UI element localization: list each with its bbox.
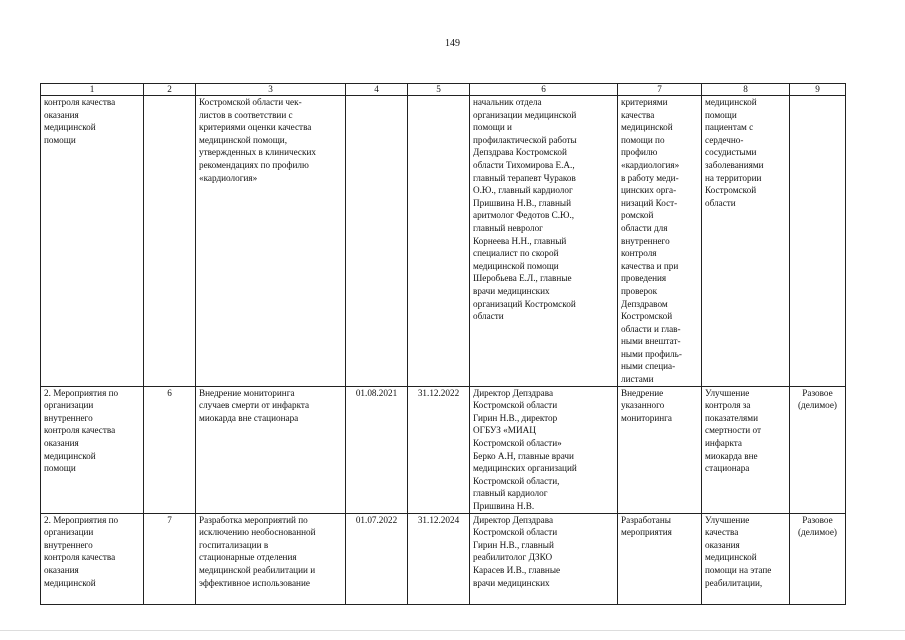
responsible-cell: начальник отдела организации медицинской помощи и профилактической работы Депздрава Костромской области Тихомирова Е.А., главный терапевт Чураков О.Ю., главный кардиолог Пришвина Н.В., главный аритмолог Федотов С.Ю., главный невролог Корнеева Н.Н., главный специалист по скорой медицинской помощи Шеробьева Е.Л., главные врачи медицинских организаций Костромской области xyxy=(470,96,618,387)
effect-cell: Улучшение контроля за показателями смертности от инфаркта миокарда вне стационара xyxy=(702,386,790,513)
start-date-cell xyxy=(346,96,408,387)
column-number-row xyxy=(41,84,846,96)
item-number-cell xyxy=(144,96,196,387)
column-number: 7 xyxy=(618,84,702,96)
section-cell: 2. Мероприятия по организации внутреннего контроля качества оказания медицинской xyxy=(41,513,144,604)
table-row xyxy=(41,513,846,604)
page-number: 149 xyxy=(445,38,460,49)
page-edge-line xyxy=(0,630,905,631)
column-number: 6 xyxy=(470,84,618,96)
type-cell: Разовое (делимое) xyxy=(790,386,846,513)
column-number: 4 xyxy=(346,84,408,96)
item-number-cell: 6 xyxy=(144,386,196,513)
result-cell: критериями качества медицинской помощи по профилю «кардиология» в работу меди- цинских орга- низаций Кост- ромской области для внутреннего контроля качества и при проведения проверок Депздравом Костромской области и глав- ными внештат- ными профиль- ными специа- листами xyxy=(618,96,702,387)
column-number: 8 xyxy=(702,84,790,96)
table-row xyxy=(41,386,846,513)
item-number-cell: 7 xyxy=(144,513,196,604)
section-cell: контроля качества оказания медицинской помощи xyxy=(41,96,144,387)
type-cell: Разовое (делимое) xyxy=(790,513,846,604)
column-number: 2 xyxy=(144,84,196,96)
responsible-cell: Директор Депздрава Костромской области Гирин Н.В., директор ОГБУЗ «МИАЦ Костромской области» Берко А.Н, главные врачи медицинских организаций Костромской области, главный кардиолог Пришвина Н.В. xyxy=(470,386,618,513)
end-date-cell xyxy=(408,96,470,387)
column-number: 1 xyxy=(41,84,144,96)
effect-cell: медицинской помощи пациентам с сердечно- сосудистыми заболеваниями на территории Костромской области xyxy=(702,96,790,387)
activity-cell: Разработка мероприятий по исключению необоснованной госпитализации в стационарные отделения медицинской реабилитации и эффективное использование xyxy=(196,513,346,604)
result-cell: Разработаны мероприятия xyxy=(618,513,702,604)
section-cell: 2. Мероприятия по организации внутреннего контроля качества оказания медицинской помощи xyxy=(41,386,144,513)
plan-table xyxy=(40,83,846,605)
responsible-cell: Директор Депздрава Костромской области Гирин Н.В., главный реабилитолог ДЗКО Карасев И.В., главные врачи медицинских xyxy=(470,513,618,604)
table-row xyxy=(41,96,846,387)
result-cell: Внедрение указанного мониторинга xyxy=(618,386,702,513)
column-number: 9 xyxy=(790,84,846,96)
column-number: 5 xyxy=(408,84,470,96)
effect-cell: Улучшение качества оказания медицинской помощи на этапе реабилитации, xyxy=(702,513,790,604)
start-date-cell: 01.08.2021 xyxy=(346,386,408,513)
activity-cell: Костромской области чек- листов в соответствии с критериями оценки качества медицинской помощи, утвержденных в клинических рекомендациях по профилю «кардиология» xyxy=(196,96,346,387)
end-date-cell: 31.12.2022 xyxy=(408,386,470,513)
activity-cell: Внедрение мониторинга случаев смерти от инфаркта миокарда вне стационара xyxy=(196,386,346,513)
type-cell xyxy=(790,96,846,387)
column-number: 3 xyxy=(196,84,346,96)
end-date-cell: 31.12.2024 xyxy=(408,513,470,604)
start-date-cell: 01.07.2022 xyxy=(346,513,408,604)
